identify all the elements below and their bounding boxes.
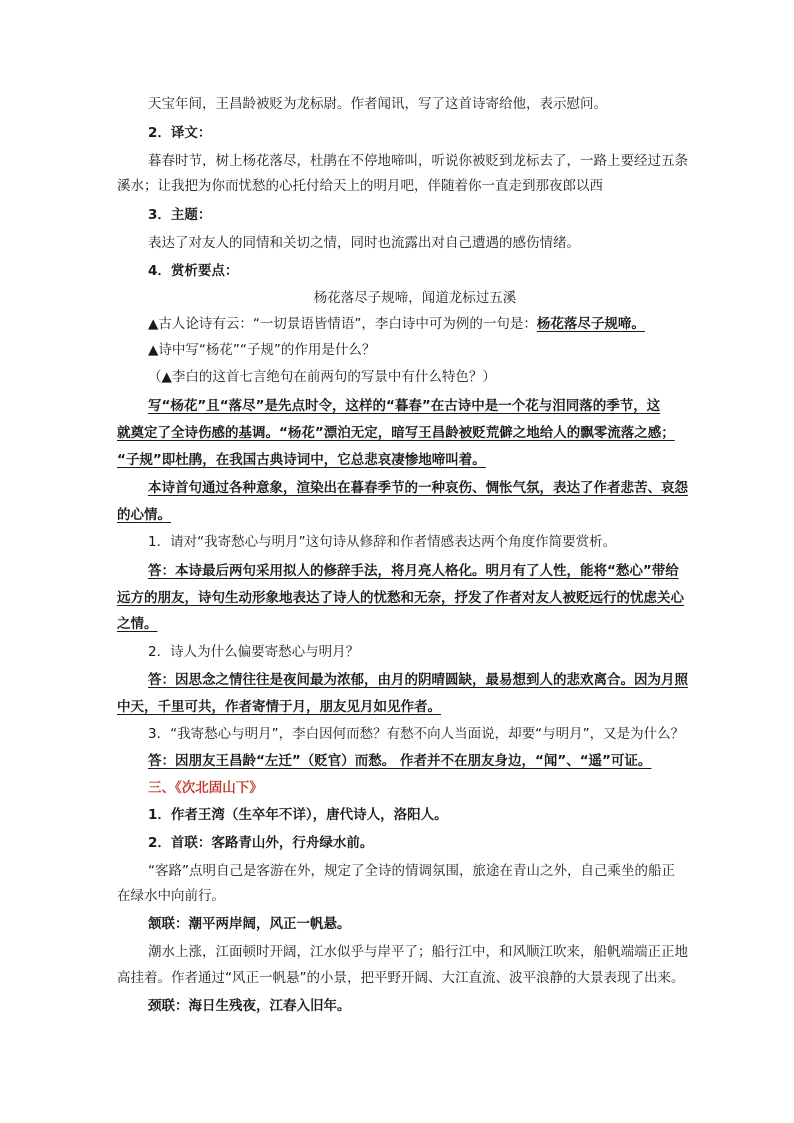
- section-heading: 2．译文：: [148, 125, 212, 141]
- section-title: 三、《次北固山下》: [148, 780, 263, 796]
- question-line: 2．诗人为什么偏要寄愁心与明月？: [148, 644, 360, 660]
- answer-line: 答：本诗最后两句采用拟人的修辞手法，将月亮人格化。明月有了人性，能将“愁心”带给: [148, 563, 679, 579]
- question-line: 3．“我寄愁心与明月”，李白因何而愁？有愁不向人当面说，却要“与明月”，又是为什么？: [148, 726, 685, 742]
- section-heading: 1．作者王湾（生卒年不详），唐代诗人，洛阳人。: [148, 807, 448, 823]
- answer-line: “子规”即杜鹃，在我国古典诗词中，它总悲哀凄惨地啼叫着。: [117, 452, 486, 468]
- question-text: ▲古人论诗有云：“一切景语皆情语”，李白诗中可为例的一句是：: [148, 316, 537, 332]
- question-line: ▲诗中写“杨花”“子规”的作用是什么？: [148, 342, 376, 358]
- answer-text: 杨花落尽子规啼。: [536, 316, 645, 332]
- answer-line: 本诗首句通过各种意象，渲染出在暮春季节的一种哀伤、惆怅气氛，表达了作者悲苦、哀怨: [148, 480, 688, 496]
- text-line: “客路”点明自己是客游在外，规定了全诗的情调氛围，旅途在青山之外，自己乘坐的船正: [148, 863, 675, 879]
- text-line: 暮春时节，树上杨花落尽，杜鹃在不停地啼叫，听说你被贬到龙标去了，一路上要经过五条: [148, 153, 688, 169]
- answer-line: 答：因思念之情往往是夜间最为浓郁，由月的阴晴圆缺，最易想到人的悲欢离合。因为月照: [148, 672, 688, 688]
- answer-line: 中天，千里可共，作者寄情于月，朋友见月如见作者。: [117, 699, 441, 715]
- answer-line: 就奠定了全诗伤感的基调。“杨花”漂泊无定，暗写王昌龄被贬荒僻之地给人的飘零流落之感；: [117, 425, 675, 441]
- section-heading: 颈联：海日生残夜，江春入旧年。: [148, 998, 351, 1014]
- section-heading: 颔联：潮平两岸阔，风正一帆悬。: [148, 916, 351, 932]
- section-heading: 2．首联：客路青山外，行舟绿水前。: [148, 835, 374, 851]
- text-line: 溪水；让我把为你而忧愁的心托付给天上的明月吧，伴随着你一直走到那夜郎以西: [117, 178, 603, 194]
- question-line: 1．请对“我寄愁心与明月”这句诗从修辞和作者情感表达两个角度作简要赏析。: [148, 534, 617, 550]
- answer-line: 答：因朋友王昌龄“左迁”（贬官）而愁。 作者并不在朋友身边，“闻”、“遥”可证。: [148, 753, 652, 769]
- question-line: [148, 314, 748, 334]
- poem-line: 杨花落尽子规啼，闻道龙标过五溪: [313, 290, 517, 306]
- answer-line: 写“杨花”且“落尽”是先点时令，这样的“暮春”在古诗中是一个花与泪同落的季节，这: [148, 398, 661, 414]
- question-line: （▲李白的这首七言绝句在前两句的写景中有什么特色？）: [148, 369, 496, 385]
- text-line: 潮水上涨，江面顿时开阔，江水似乎与岸平了；船行江中，和风顺江吹来，船帆端端正正地: [148, 944, 688, 960]
- text-line: 在绿水中向前行。: [117, 888, 225, 904]
- section-heading: 4．赏析要点：: [148, 263, 239, 279]
- answer-line: 之情。: [117, 616, 158, 632]
- answer-line: 远方的朋友，诗句生动形象地表达了诗人的忧愁和无奈，抒发了作者对友人被贬远行的忧虑关心: [117, 590, 684, 606]
- text-line: 天宝年间，王昌龄被贬为龙标尉。作者闻讯，写了这首诗寄给他，表示慰问。: [148, 96, 607, 112]
- section-heading: 3．主题：: [148, 207, 212, 223]
- text-line: 高挂着。作者通过“风正一帆悬”的小景，把平野开阔、大江直流、波平浪静的大景表现了出来。: [117, 970, 685, 986]
- text-line: 表达了对友人的同情和关切之情，同时也流露出对自己遭遇的感伤情绪。: [148, 235, 580, 251]
- answer-line: 的心情。: [117, 507, 171, 523]
